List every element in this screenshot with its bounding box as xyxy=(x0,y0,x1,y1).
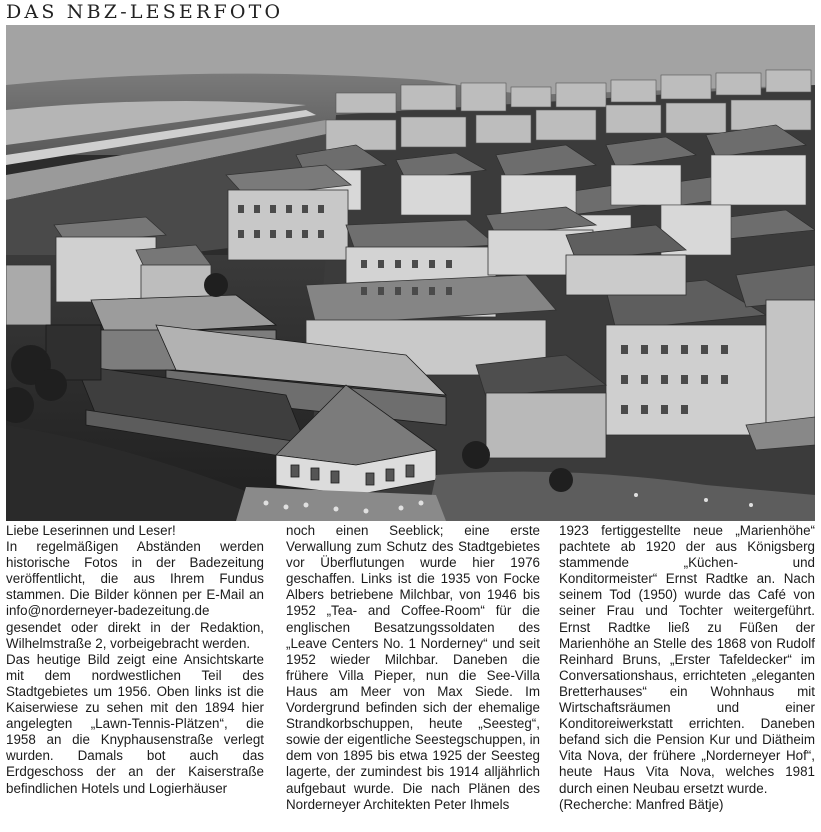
article-paragraph: In regelmäßigen Abständen werden historische Fotos in der Badezeitung veröffentlicht, die aus Ihrem Fundus stammen. Die Bilder können per E-Mail an info@norderneyer-badezeitung.de gesendet oder direkt in der Redaktion, Wilhelmstraße 2, vorbeigebracht werden. xyxy=(6,539,264,651)
article-credit: (Recherche: Manfred Bätje) xyxy=(559,796,724,812)
article-column-3 xyxy=(559,523,815,813)
article-greeting: Liebe Leserinnen und Leser! xyxy=(6,523,176,538)
article-column-2 xyxy=(286,523,540,813)
article-paragraph: Das heutige Bild zeigt eine Ansichtskarte mit dem nordwestlichen Teil des Stadtgebietes um 1956. Oben links ist die Kaiserwiese zu sehen mit den 1894 hier angelegten „Lawn-Tennis-Plätzen“, die 1958 an die Knyphausenstraße verlegt wurden. Damals bot auch das Erdgeschoss der an der Kaiserstraße befindlichen Hotels und Logierhäuser xyxy=(6,651,264,796)
article-paragraph: noch einen Seeblick; eine erste Verwallung zum Schutz des Stadtgebietes vor Überflutungen wurde hier 1976 geschaffen. Links ist die 1935 von Focke Albers betriebene Milchbar, von 1946 bis 1952 „Tea- and Coffee-Room“ für die englischen Besatzungssoldaten des „Leave Centers No. 1 Norderney“ und seit 1952 wieder Milchbar. Daneben die frühere Villa Pieper, nun die See-Villa Haus am Meer von Max Siede. Im Vordergrund befinden sich der ehemalige Strandkorbschuppen, heute „Seesteg“, sowie der eigentliche Seestegschuppen, in dem von 1895 bis etwa 1925 der Seesteg lagerte, der zumindest bis 1914 alljährlich aufgebaut wurde. Die nach Plänen des Norderneyer Architekten Peter Ihmels xyxy=(286,523,540,812)
article-column-1 xyxy=(6,523,264,797)
aerial-town-photo xyxy=(6,25,815,521)
section-title: DAS NBZ-LESERFOTO xyxy=(6,1,284,23)
article-paragraph: 1923 fertiggestellte neue „Marienhöhe“ pachtete ab 1920 der aus Königsberg stammende „Küchen- und Konditormeister“ Ernst Radtke an. Nach seinem Tod (1950) wurde das Café von seiner Frau und Tochter weitergeführt. Ernst Radtke ließ zu Füßen der Marienhöhe an Stelle des 1868 von Rudolf Reinhard Bruns, „Erster Tafeldecker“ im Conversationshaus, errichteten „eleganten Bretterhauses“ ein Wohnhaus mit Wirtschaftsräumen und einer Konditoreiwerkstatt errichten. Daneben befand sich die Pension Kur und Diätheim Vita Nova, der frühere „Norderneyer Hof“, heute Haus Vita Nova, welches 1981 durch einen Neubau ersetzt wurde. xyxy=(559,523,815,796)
